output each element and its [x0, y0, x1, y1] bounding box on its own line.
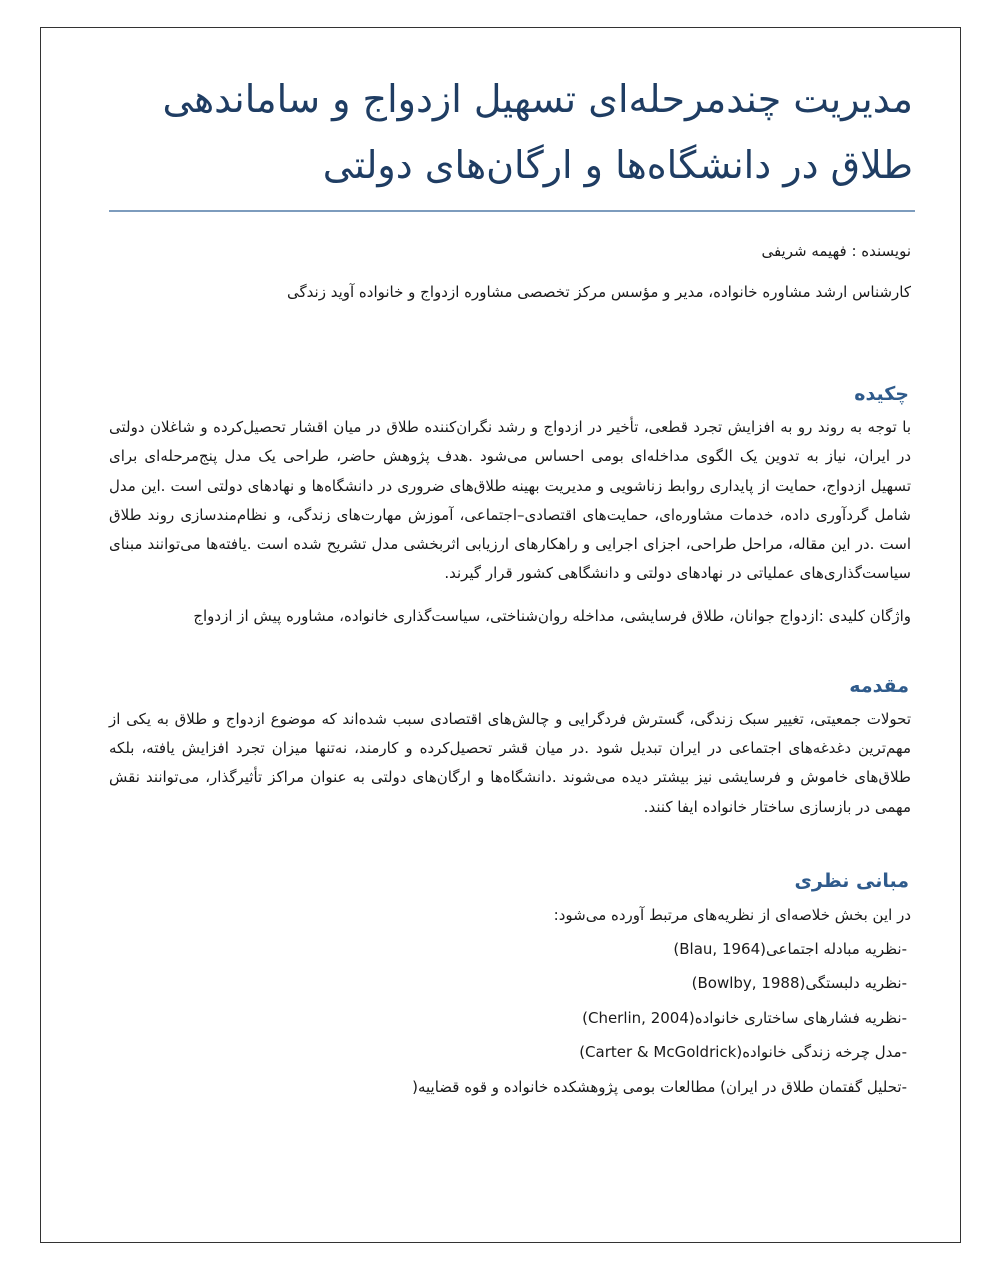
list-item: -تحلیل گفتمان طلاق در ایران) مطالعات بومی پژوهشکده خانواده و قوه قضاییه(: [412, 1077, 907, 1096]
introduction-text: تحولات جمعیتی، تغییر سبک زندگی، گسترش فردگرایی و چالش‌های اقتصادی سبب شده‌اند که موضوع ازدواج و طلاق به یکی از مهم‌ترین دغدغه‌های اجتماعی در ایران تبدیل شود .در میان قشر تحصیل‌کرده و کارمند، نه‌تنها میزان تجرد افزایش یافته، بلکه طلاق‌های خاموش و فرسایشی نیز بیشتر دیده می‌شوند .دانشگاه‌ها و ارگان‌های دولتی به عنوان مراکز تأثیرگذار، می‌توانند نقش مهمی در بازسازی ساختار خانواده ایفا کنند.: [109, 709, 911, 816]
list-item: -نظریه فشارهای ساختاری خانواده(Cherlin, 2004): [582, 1008, 907, 1027]
theory-intro: در این بخش خلاصه‌ای از نظریه‌های مرتبط آورده می‌شود:: [553, 905, 911, 924]
introduction-heading: مقدمه: [849, 674, 909, 697]
document-title: مدیریت چندمرحله‌ای تسهیل ازدواج و ساماندهی طلاق در دانشگاه‌ها و ارگان‌های دولتی: [162, 77, 913, 187]
author-line: نویسنده : فهیمه شریفی: [761, 242, 911, 260]
list-item: -مدل چرخه زندگی خانواده(Carter & McGoldrick): [579, 1043, 907, 1062]
list-item: -نظریه مبادله اجتماعی(Blau, 1964): [673, 939, 907, 958]
document-content: [109, 66, 915, 1104]
author-affiliation: کارشناس ارشد مشاوره خانواده، مدیر و مؤسس مرکز تخصصی مشاوره ازدواج و خانواده آوید زندگی: [287, 283, 911, 301]
keywords-line: واژگان کلیدی :ازدواج جوانان، طلاق فرسایشی، مداخله روان‌شناختی، سیاست‌گذاری خانواده، مشاوره پیش از ازدواج: [193, 606, 911, 625]
title-divider: [109, 210, 915, 212]
document-page: [40, 27, 961, 1243]
theory-heading: مبانی نظری: [794, 869, 909, 892]
abstract-text: با توجه به روند رو به افزایش تجرد قطعی، تأخیر در ازدواج و رشد نگران‌کننده طلاق در میان اقشار تحصیل‌کرده و شاغلان دولتی در ایران، نیاز به تدوین یک الگوی مداخله‌ای بومی احساس می‌شود .هدف پژوهش حاضر، طراحی یک مدل پنج‌مرحله‌ای برای تسهیل ازدواج، حمایت از پایداری روابط زناشویی و مدیریت بهینه طلاق‌های ضروری در دانشگاه‌ها و نهادهای دولتی است .این مدل شامل گردآوری داده، خدمات مشاوره‌ای، حمایت‌های اقتصادی–اجتماعی، آموزش مهارت‌های زندگی، و نظام‌مندسازی روند طلاق است .در این مقاله، مراحل طراحی، اجزای اجرایی و راهکارهای ارزیابی اثربخشی مدل تشریح شده است .یافته‌ها می‌توانند مبنای سیاست‌گذاری‌های عملیاتی در نهادهای دولتی و دانشگاهی کشور قرار گیرند.: [109, 418, 911, 583]
abstract-heading: چکیده: [854, 383, 909, 405]
theory-list: [109, 932, 915, 1105]
list-item: -نظریه دلبستگی(Bowlby, 1988): [691, 974, 907, 993]
